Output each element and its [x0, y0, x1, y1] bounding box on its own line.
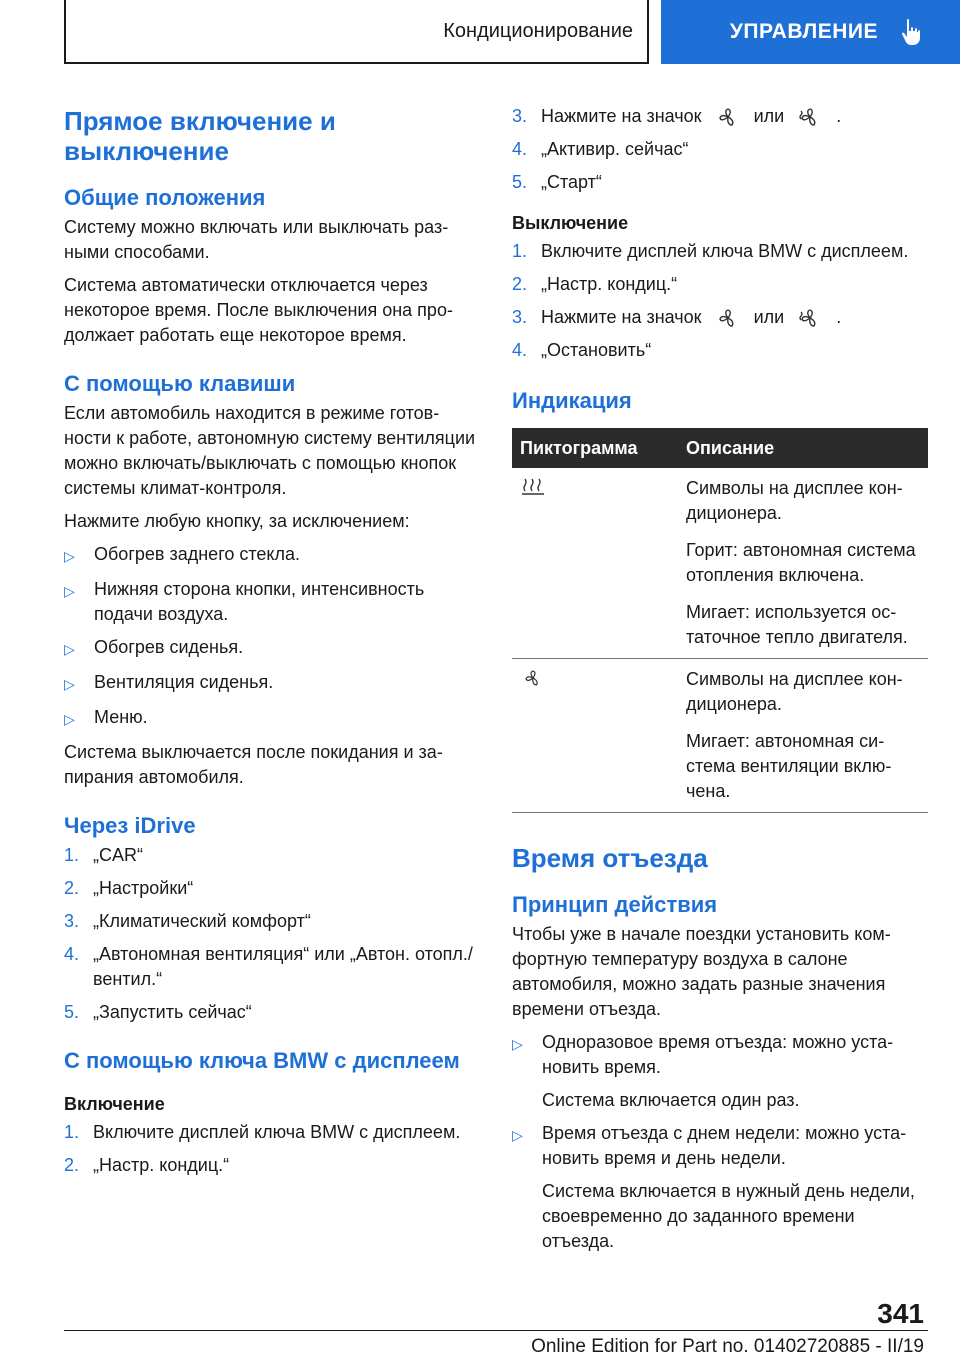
table-header-row: [512, 428, 928, 468]
triangle-bullet-icon: ▷: [64, 711, 75, 727]
right-column: [512, 100, 928, 1262]
triangle-bullet-icon: ▷: [64, 641, 75, 657]
list-item-note: Система включается один раз.: [542, 1090, 800, 1110]
indication-table: [512, 428, 928, 813]
principle-paragraph: Чтобы уже в начале поездки установить комфортную температуру воздуха в салоне автомобиля, можно задать разные значения времени отъезда.: [512, 924, 891, 1019]
general-paragraph-2: Система автоматически отключается через некоторое время. После выключения она продолжает работать еще некоторое время.: [64, 275, 453, 345]
list-item: ▷ Обогрев сиденья.: [64, 635, 476, 662]
step-item: 3. Нажмите на значок или .: [512, 106, 842, 126]
button-heading: С помощью клавиши: [64, 371, 296, 396]
table-row: [512, 468, 928, 659]
chapter-title: УПРАВЛЕНИЕ: [729, 20, 878, 43]
step-item: 2. „Настройки“: [64, 878, 194, 898]
step-item: 3. „Климатический комфорт“: [64, 911, 311, 931]
step-item: 5. „Старт“: [512, 172, 602, 192]
table-row: [512, 659, 928, 813]
fan-icon: [713, 107, 743, 127]
list-item: ▷ Вентиляция сиденья.: [64, 670, 476, 697]
triangle-bullet-icon: ▷: [512, 1036, 523, 1052]
pictogram-cell: [512, 659, 678, 813]
departure-title: Время отъезда: [512, 843, 708, 873]
pictogram-cell: [512, 468, 678, 659]
triangle-bullet-icon: ▷: [64, 583, 75, 599]
left-column: [64, 100, 476, 1186]
step-item: 5. „Запустить сейчас“: [64, 1002, 252, 1022]
step-item: 1. Включите дисплей ключа BMW с дисплеем.: [64, 1122, 461, 1142]
heating-fan-icon: [795, 107, 825, 127]
fan-icon: [520, 667, 546, 689]
heating-icon: [520, 476, 546, 496]
page-number: 341: [877, 1298, 924, 1329]
triangle-bullet-icon: ▷: [512, 1127, 523, 1143]
step-item: 3. Нажмите на значок или .: [512, 307, 842, 327]
list-item: ▷ Нижняя сторона кнопки, интенсивность подачи воздуха.: [64, 577, 476, 627]
step-item: 2. „Настр. кондиц.“: [64, 1155, 230, 1175]
edition-note: Online Edition for Part no. 01402720885 - II/19: [531, 1336, 924, 1357]
description-cell: Символы на дисплее кондиционера. Горит: автономная система отопления включена. Мигает: используется остаточное тепло двигателя.: [678, 468, 928, 659]
section-title-direct: Прямое включение и выключение: [64, 106, 336, 166]
column-header-pictogram: Пиктограмма: [512, 428, 678, 468]
list-item: ▷ Меню.: [64, 705, 476, 732]
step-item: 1. „CAR“: [64, 845, 143, 865]
list-item: ▷ Обогрев заднего стекла.: [64, 542, 476, 569]
list-item: ▷ Время отъезда с днем недели: можно установить время и день недели.: [512, 1121, 928, 1171]
step-item: 2. „Настр. кондиц.“: [512, 274, 678, 294]
description-cell: Символы на дисплее кондиционера. Мигает: автономная система вентиляции включена.: [678, 659, 928, 813]
general-paragraph-1: Систему можно включать или выключать разными способами.: [64, 217, 449, 262]
indication-heading: Индикация: [512, 388, 632, 413]
list-item-note: Система включается в нужный день недели, своевременно до заданного времени отъезда.: [542, 1181, 915, 1251]
step-item: 1. Включите дисплей ключа BMW с дисплеем.: [512, 241, 909, 261]
column-header-description: Описание: [678, 428, 928, 468]
hand-pointer-icon: [900, 18, 924, 46]
step-item: 4. „Автономная вентиляция“ или „Автон. отопл./вентил.“: [64, 944, 473, 989]
button-paragraph-2: Нажмите любую кнопку, за исключением:: [64, 511, 410, 531]
heating-fan-icon: [795, 308, 825, 328]
off-heading: Выключение: [512, 213, 629, 233]
key-heading: С помощью ключа BMW с дисплеем: [64, 1048, 460, 1073]
triangle-bullet-icon: ▷: [64, 548, 75, 564]
footer-divider: [64, 1330, 928, 1331]
chapter-tab: [661, 0, 960, 64]
list-item: ▷ Одноразовое время отъезда: можно установить время.: [512, 1030, 928, 1080]
step-item: 4. „Остановить“: [512, 340, 652, 360]
triangle-bullet-icon: ▷: [64, 676, 75, 692]
button-paragraph-1: Если автомобиль находится в режиме готовности к работе, автономную систему вентиляции можно включать/выключать с помощью кнопок системы климат-контроля.: [64, 403, 476, 498]
idrive-heading: Через iDrive: [64, 813, 196, 838]
fan-icon: [713, 308, 743, 328]
button-paragraph-3: Система выключается после покидания и запирания автомобиля.: [64, 742, 443, 787]
general-heading: Общие положения: [64, 185, 266, 210]
section-title: Кондиционирование: [443, 19, 633, 42]
on-heading: Включение: [64, 1094, 165, 1114]
step-item: 4. „Активир. сейчас“: [512, 139, 689, 159]
section-tab: [64, 0, 649, 64]
principle-heading: Принцип действия: [512, 892, 718, 917]
